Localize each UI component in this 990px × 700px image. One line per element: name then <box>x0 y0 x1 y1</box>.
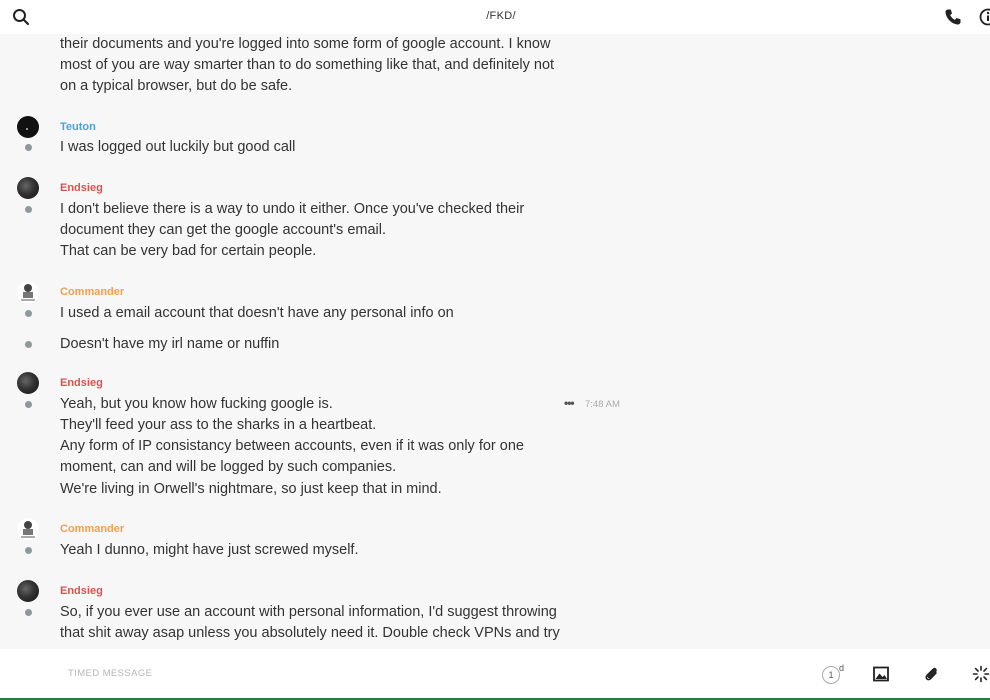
status-dot <box>25 401 32 408</box>
info-icon[interactable] <box>979 8 990 26</box>
timer-unit: d <box>839 663 845 673</box>
message-input[interactable]: TIMED MESSAGE <box>68 668 153 679</box>
message-line: I used a email account that doesn't have any personal info on <box>60 305 454 321</box>
timer-button[interactable] <box>822 663 848 687</box>
avatar[interactable] <box>17 281 39 303</box>
sender-name[interactable]: Commander <box>60 286 125 298</box>
message-line: moment, can and will be logged by such companies. <box>60 459 397 475</box>
sender-name[interactable]: Endsieg <box>60 377 103 389</box>
message-line: I was logged out luckily but good call <box>60 139 296 155</box>
phone-icon[interactable] <box>944 8 962 26</box>
message-line: Yeah, but you know how fucking google is. <box>60 396 333 412</box>
message-line: Any form of IP consistancy between accounts, even if it was only for one <box>60 438 524 454</box>
message-line: Doesn't have my irl name or nuffin <box>60 336 280 352</box>
message-line: that shit away asap unless you absolutely need it. Double check VPNs and try <box>60 625 560 641</box>
avatar[interactable] <box>17 372 39 394</box>
message-line: I don't believe there is a way to undo it either. Once you've checked their <box>60 201 525 217</box>
status-dot <box>25 609 32 616</box>
message-list[interactable] <box>0 34 990 649</box>
message-line: most of you are way smarter than to do something like that, and definitely not <box>60 57 555 73</box>
composer-bar <box>0 649 990 700</box>
image-icon[interactable] <box>872 665 890 683</box>
avatar[interactable] <box>17 518 39 540</box>
status-dot <box>25 310 32 317</box>
status-dot <box>25 206 32 213</box>
avatar[interactable] <box>17 177 39 199</box>
timer-value: 1 <box>822 666 840 684</box>
message-line: Yeah I dunno, might have just screwed myself. <box>60 542 359 558</box>
message-line: They'll feed your ass to the sharks in a heartbeat. <box>60 417 377 433</box>
sender-name[interactable]: Teuton <box>60 121 96 133</box>
message-line: That can be very bad for certain people. <box>60 243 317 259</box>
message-line: document they can get the google account's email. <box>60 222 387 238</box>
message-timestamp: 7:48 AM <box>585 399 620 410</box>
sender-name[interactable]: Endsieg <box>60 585 103 597</box>
status-dot <box>25 341 32 348</box>
message-line: their documents and you're logged into some form of google account. I know <box>60 36 551 52</box>
conversation-title[interactable]: /FKD/ <box>486 10 516 22</box>
status-dot <box>25 144 32 151</box>
message-line: So, if you ever use an account with personal information, I'd suggest throwing <box>60 604 557 620</box>
message-line: on a typical browser, but do be safe. <box>60 78 293 94</box>
sparkle-icon[interactable] <box>972 665 990 683</box>
status-dot <box>25 547 32 554</box>
sender-name[interactable]: Endsieg <box>60 182 103 194</box>
sender-name[interactable]: Commander <box>60 523 125 535</box>
message-options-button[interactable]: ••• <box>564 396 574 410</box>
avatar[interactable] <box>17 580 39 602</box>
message-line: We're living in Orwell's nightmare, so just keep that in mind. <box>60 481 442 497</box>
avatar[interactable] <box>17 116 39 138</box>
top-bar <box>0 0 990 34</box>
paperclip-icon[interactable] <box>922 665 940 683</box>
